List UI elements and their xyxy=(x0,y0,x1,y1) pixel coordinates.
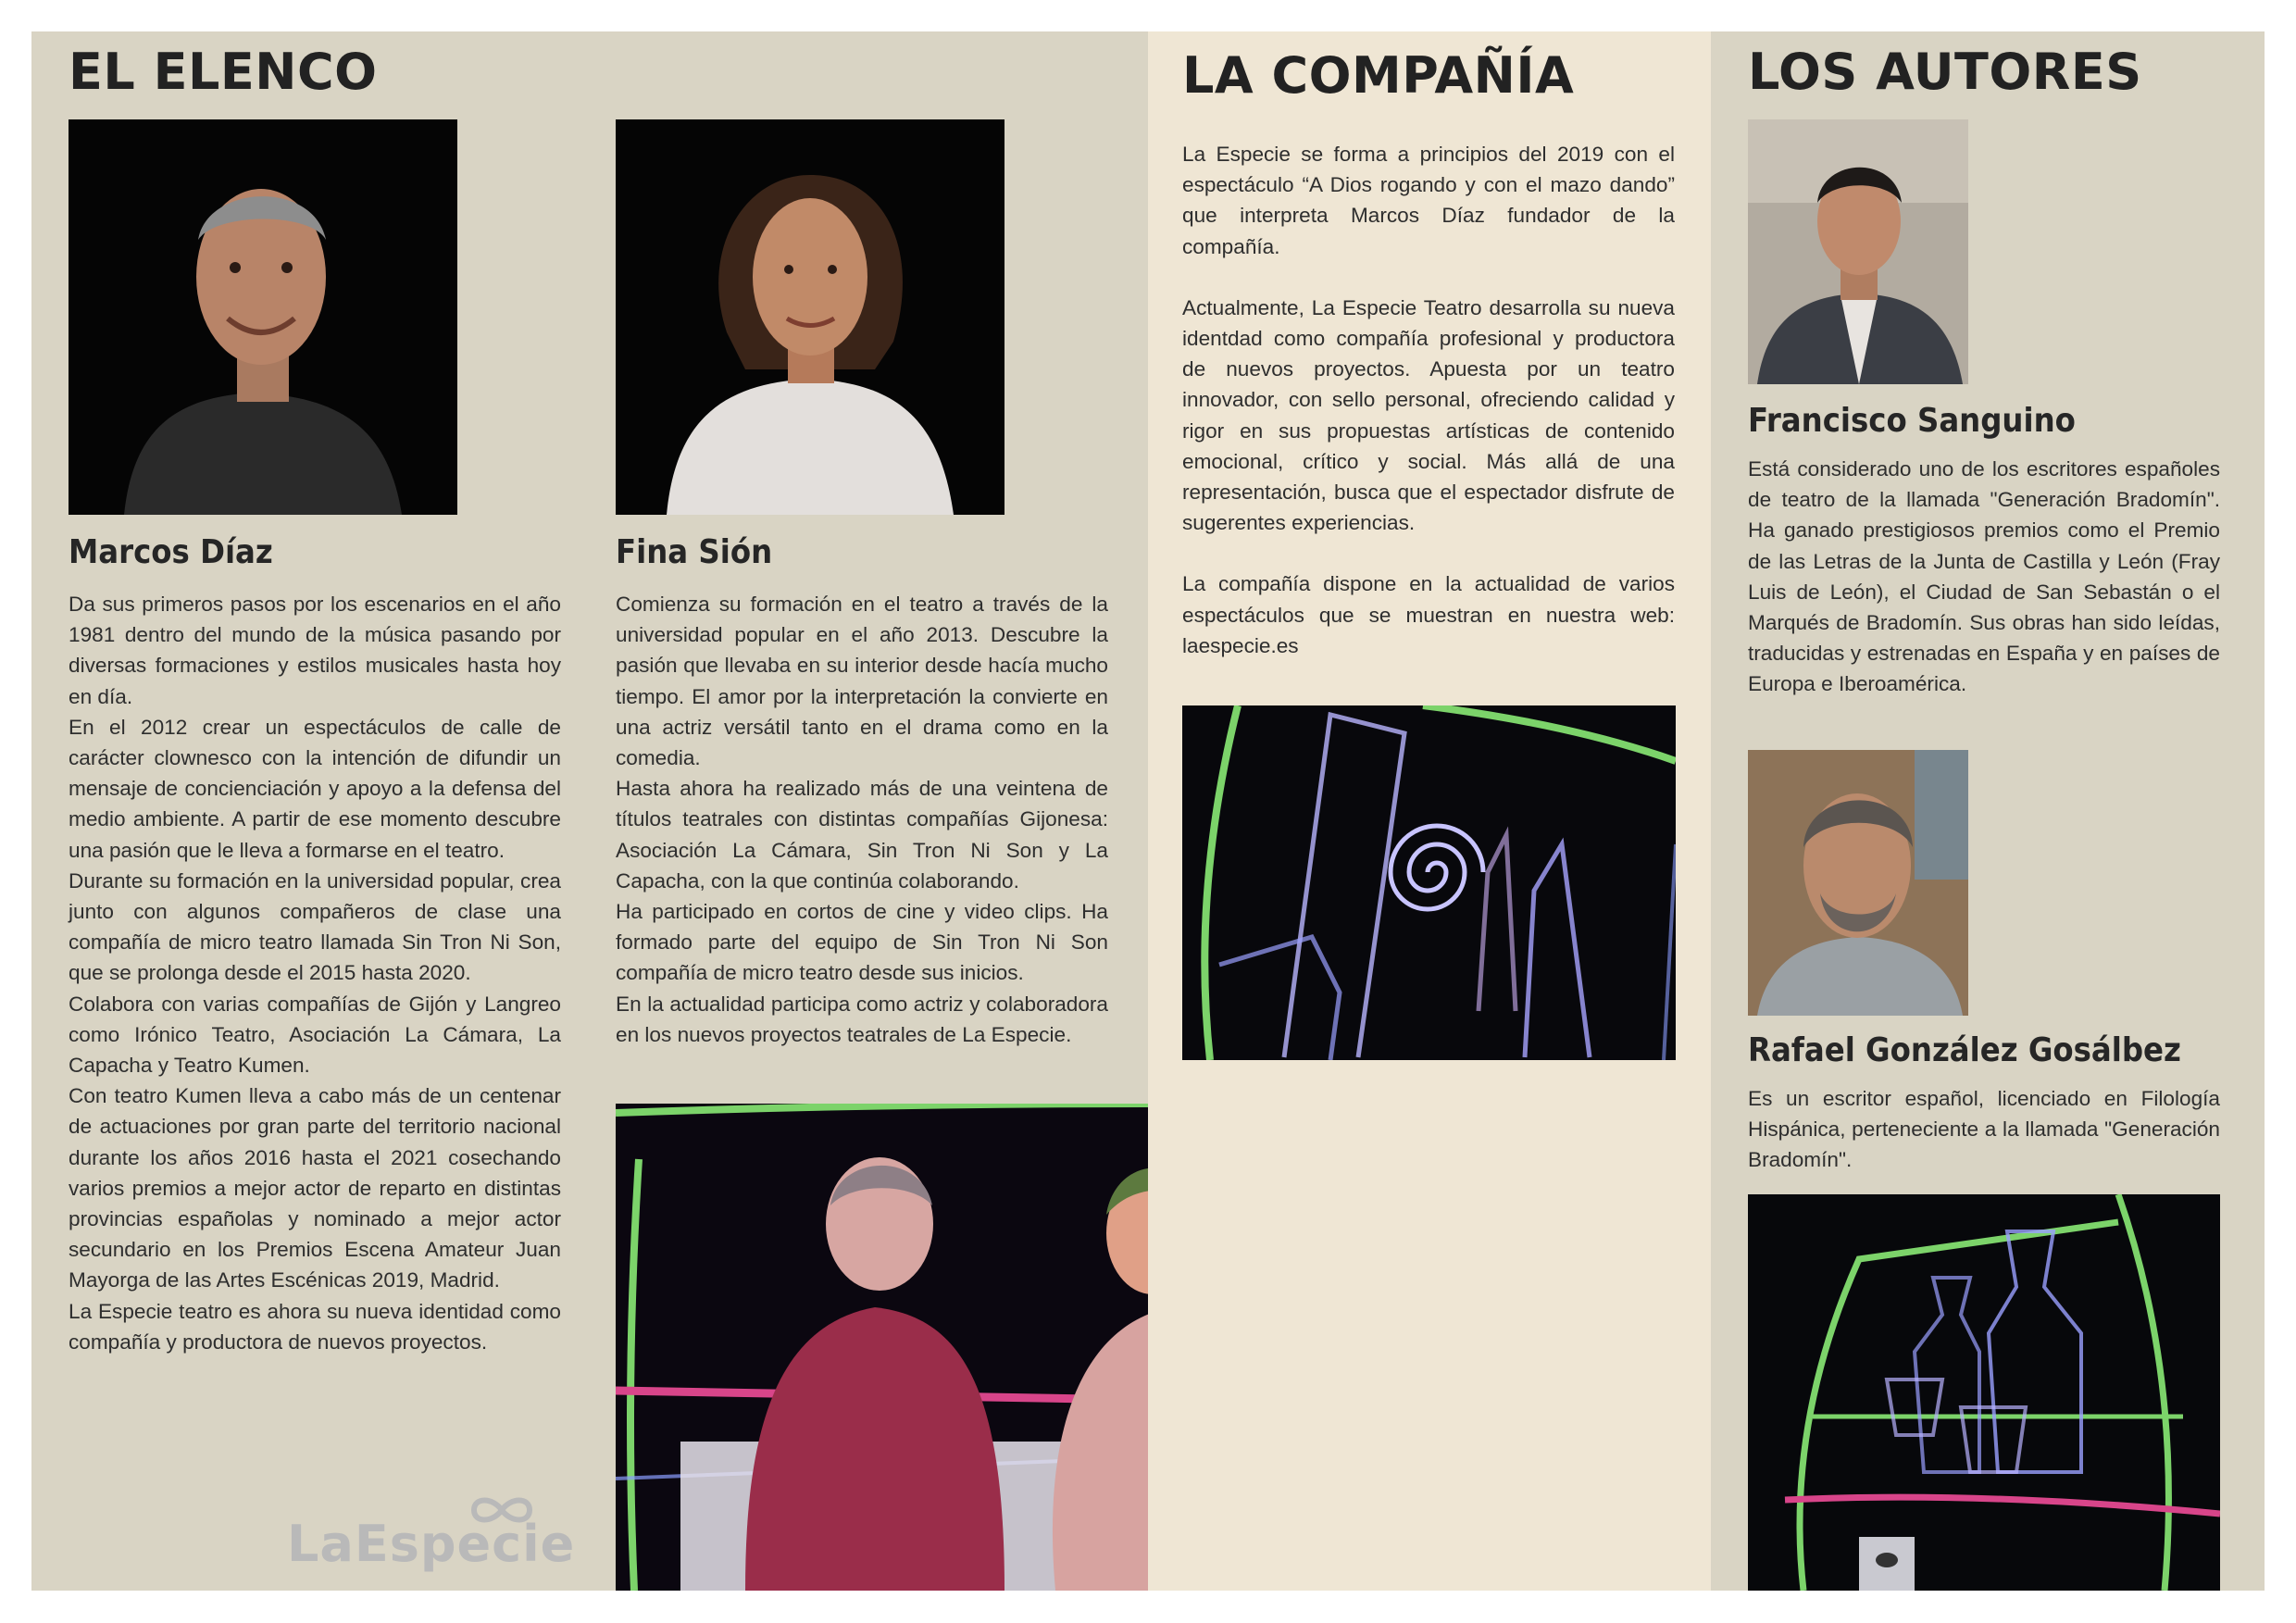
fina-sion-photo xyxy=(616,119,1004,515)
bio-paragraph: Da sus primeros pasos por los escenarios en el año 1981 dentro del mundo de la música pasando por diversas formaciones y estilos musicales hasta hoy en día. xyxy=(69,593,561,708)
bio-paragraph: Hasta ahora ha realizado más de una veintena de títulos teatrales con distintas compañías Gijonesa: Asociación La Cámara, Sin Tron Ni Son y La Capacha, con la que continúa colaborando. xyxy=(616,777,1108,893)
rafael-gonzalez-bio: Es un escritor español, licenciado en Filología Hispánica, perteneciente a la llamada "Generación Bradomín". xyxy=(1748,1087,2220,1172)
fina-sion-name: Fina Sión xyxy=(616,533,773,571)
bio-paragraph: Colabora con varias compañías de Gijón y Langreo como Irónico Teatro, Asociación La Cámara, La Capacha y Teatro Kumen. xyxy=(69,992,561,1078)
compania-paragraph: La Especie se forma a principios del 2019 con el espectáculo “A Dios rogando y con el mazo dando” que interpreta Marcos Díaz fundador de la compañía. xyxy=(1182,143,1675,258)
compania-paragraph: Actualmente, La Especie Teatro desarrolla su nueva identdad como compañía profesional y productora de nuevos proyectos. Apuesta por un teatro innovador, con sello personal, ofreciendo calidad y rigor en sus propuestas artísticas de contenido emocional, crítico y social. Más allá de una representación, busca que el espectador disfrute de sugerentes experiencias. xyxy=(1182,295,1675,535)
compania-text xyxy=(1182,139,1675,661)
paragraph-gap xyxy=(1182,538,1675,568)
bio-paragraph: Comienza su formación en el teatro a través de la universidad popular en el año 2013. Descubre la pasión que llevaba en su interior desde hacía mucho tiempo. El amor por la interpretación la convierte en una actriz versátil tanto en el drama como en la comedia. xyxy=(616,593,1108,770)
laespecie-logo: LaEspecie xyxy=(287,1515,576,1573)
rafael-gonzalez-name: Rafael González Gosálbez xyxy=(1748,1031,2181,1069)
bio-paragraph: Con teatro Kumen lleva a cabo más de un centenar de actuaciones por gran parte del territorio nacional durante los años 2016 hasta el 2021 cosechando varios premios a mejor actor de reparto en distintas provincias españolas y nominado a mejor actor secundario en los Premios Escena Amateur Juan Mayorga de las Artes Escénicas 2019, Madrid. xyxy=(69,1084,561,1292)
francisco-sanguino-photo xyxy=(1748,119,1968,384)
elenco-heading: EL ELENCO xyxy=(69,43,378,101)
francisco-sanguino-bio: Está considerado uno de los escritores españoles de teatro de la llamada "Generación Bradomín". Ha ganado prestigiosos premios como el Premio de las Letras de la Junta de Castilla y León (Fray Luis de León), el Ciudad de San Sebastán o el Marqués de Bradomín. Sus obras han sido leídas, traducidas y estrenadas en España y en países de Europa e Iberoamérica. xyxy=(1748,457,2220,696)
bio-paragraph: En la actualidad participa como actriz y colaboradora en los nuevos proyectos teatrales de La Especie. xyxy=(616,992,1108,1046)
neon-set-photo xyxy=(1182,705,1676,1060)
bio-paragraph: Ha participado en cortos de cine y video clips. Ha formado parte del equipo de Sin Tron Ni Son compañía de micro teatro desde sus inicios. xyxy=(616,900,1108,985)
bio-paragraph: La Especie teatro es ahora su nueva identidad como compañía y productora de nuevos proyectos. xyxy=(69,1299,561,1354)
rafael-gonzalez-photo xyxy=(1748,750,1968,1016)
paragraph-gap xyxy=(1182,262,1675,293)
fina-sion-bio xyxy=(616,589,1108,1050)
marcos-diaz-name: Marcos Díaz xyxy=(69,533,273,571)
compania-heading: LA COMPAÑÍA xyxy=(1182,46,1575,105)
autores-heading: LOS AUTORES xyxy=(1748,43,2142,101)
infinity-icon xyxy=(468,1494,535,1526)
marcos-diaz-photo xyxy=(69,119,457,515)
francisco-sanguino-name: Francisco Sanguino xyxy=(1748,402,2076,440)
compania-paragraph: La compañía dispone en la actualidad de varios espectáculos que se muestran en nuestra web: laespecie.es xyxy=(1182,572,1675,657)
bio-paragraph: Durante su formación en la universidad popular, crea junto con algunos compañeros de clase una compañía de micro teatro llamada Sin Tron Ni Son, que se prolonga desde el 2015 hasta 2020. xyxy=(69,868,561,985)
neon-bottles-photo xyxy=(1748,1194,2220,1591)
marcos-diaz-bio xyxy=(69,589,561,1357)
bio-paragraph: En el 2012 crear un espectáculos de calle de carácter clownesco con la intención de difundir un mensaje de concienciación y apoyo a la defensa del medio ambiente. A partir de ese momento descubre una pasión que le lleva a formarse en el teatro. xyxy=(69,715,561,862)
